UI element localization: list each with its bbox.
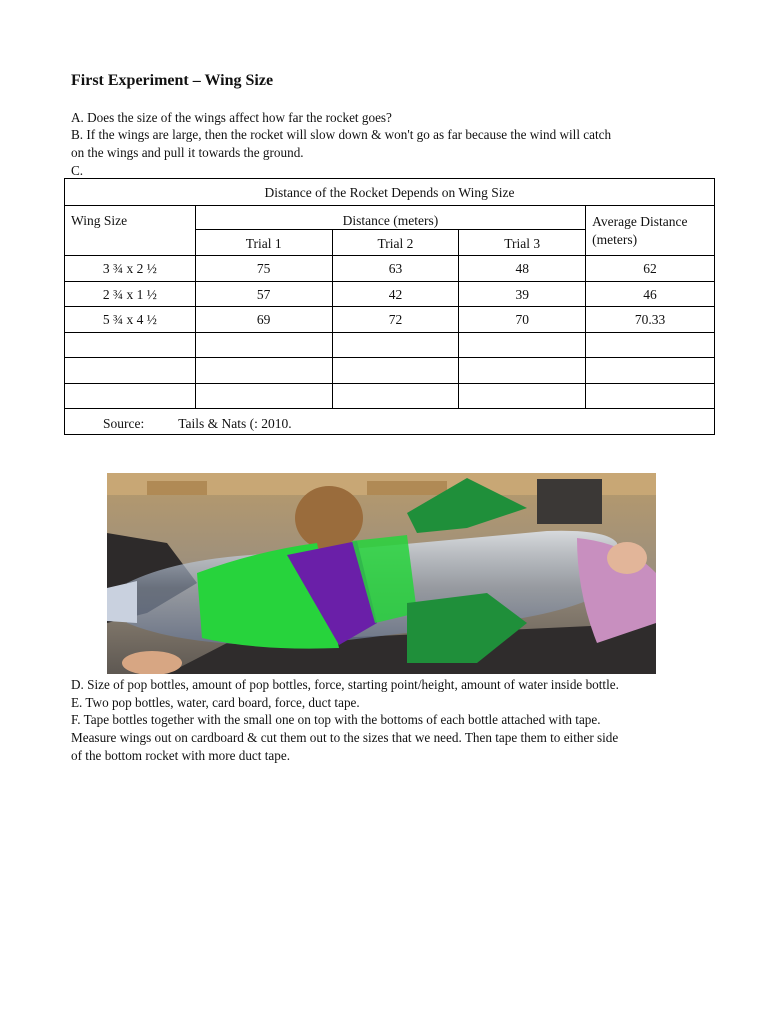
cell-wing-size: 2 ¾ x 1 ½ <box>65 281 196 307</box>
header-average <box>586 206 715 256</box>
cell-trial-3: 70 <box>459 307 586 333</box>
cell-trial-3: 39 <box>459 281 586 307</box>
procedure-text <box>71 711 618 765</box>
cell-trial-1: 57 <box>195 281 332 307</box>
procedure-line-1: F. Tape bottles together with the small one on top with the bottoms of each bottle attached with tape. <box>71 712 601 727</box>
cell-trial-2: 42 <box>332 281 459 307</box>
cell-trial-2: 63 <box>332 256 459 282</box>
header-distance: Distance (meters) <box>195 206 585 230</box>
results-table <box>64 178 715 435</box>
source-value: Tails & Nats (: 2010. <box>178 416 292 431</box>
cell-trial-1: 69 <box>195 307 332 333</box>
page-title: First Experiment – Wing Size <box>71 72 274 89</box>
cell-wing-size: 3 ¾ x 2 ½ <box>65 256 196 282</box>
header-trial-1: Trial 1 <box>195 230 332 256</box>
cell-trial-2: 72 <box>332 307 459 333</box>
header-wing-size: Wing Size <box>65 206 196 256</box>
bottle-rocket-photo <box>107 473 656 674</box>
variables-text: D. Size of pop bottles, amount of pop bottles, force, starting point/height, amount of water inside bottle. <box>71 677 619 692</box>
table-row <box>65 307 715 333</box>
header-trial-2: Trial 2 <box>332 230 459 256</box>
cell-trial-3: 48 <box>459 256 586 282</box>
table-row <box>65 281 715 307</box>
cell-average: 46 <box>586 281 715 307</box>
cell-trial-1: 75 <box>195 256 332 282</box>
empty-table-row <box>65 358 715 384</box>
question-text: A. Does the size of the wings affect how far the rocket goes? <box>71 110 392 125</box>
table-row <box>65 256 715 282</box>
table-source <box>65 409 715 435</box>
header-trial-3: Trial 3 <box>459 230 586 256</box>
section-c-label: C. <box>71 163 84 178</box>
empty-table-row <box>65 332 715 358</box>
cell-wing-size: 5 ¾ x 4 ½ <box>65 307 196 333</box>
hypothesis-line-2: on the wings and pull it towards the ground. <box>71 145 304 160</box>
header-average-line-1: Average Distance <box>592 214 688 229</box>
source-label: Source: <box>103 416 145 431</box>
procedure-line-2: Measure wings out on cardboard & cut them out to the sizes that we need. Then tape them to either side <box>71 730 619 745</box>
empty-table-row <box>65 383 715 409</box>
table-caption: Distance of the Rocket Depends on Wing Size <box>65 179 715 206</box>
hypothesis-line-1: B. If the wings are large, then the rocket will slow down & won't go as far because the wind will catch <box>71 127 612 142</box>
materials-text: E. Two pop bottles, water, card board, force, duct tape. <box>71 695 360 710</box>
hypothesis-text <box>71 126 611 162</box>
procedure-line-3: of the bottom rocket with more duct tape. <box>71 748 290 763</box>
cell-average: 70.33 <box>586 307 715 333</box>
header-average-line-2: (meters) <box>592 232 638 247</box>
cell-average: 62 <box>586 256 715 282</box>
